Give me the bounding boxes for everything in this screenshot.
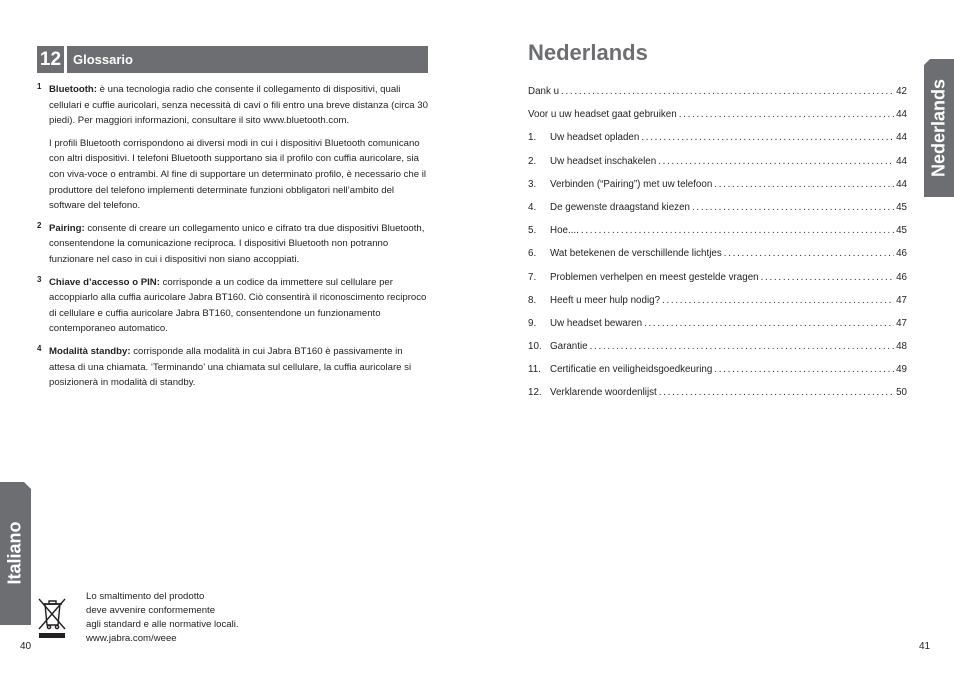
toc-leader-dots: [590, 341, 895, 352]
glossary-marker: 1: [37, 82, 42, 91]
toc-entry-number: 8.: [528, 294, 537, 306]
toc-title: Nederlands: [528, 40, 648, 65]
glossary-marker: 3: [37, 274, 42, 284]
toc-entry[interactable]: [528, 225, 907, 248]
toc-entry-label: Problemen verhelpen en meest gestelde vragen: [550, 271, 759, 283]
weee-link[interactable]: www.jabra.com/weee: [86, 633, 177, 644]
glossary-marker: 4: [37, 343, 42, 353]
glossary-definition: è una tecnologia radio che consente il collegamento di dispositivi, quali cellulari e cuffie auricolari, senza necessità di cavi o fili entro una breve distanza (circa 30 piedi). Per maggiori informazioni, consultare il sito www.bluetooth.com.: [49, 84, 428, 127]
toc-leader-dots: [724, 248, 894, 259]
glossary-item: [37, 221, 429, 268]
toc-entry-label: Uw headset opladen: [550, 132, 640, 144]
glossary-term: Bluetooth:: [49, 84, 97, 95]
section-title: Glossario: [67, 46, 428, 73]
section-number: 12: [37, 46, 64, 73]
toc-entry-page: 46: [896, 271, 907, 283]
toc-entry-number: 7.: [528, 271, 537, 283]
glossary-term: Chiave d’accesso o PIN:: [49, 276, 160, 288]
glossary-term: Modalità standby:: [49, 345, 131, 357]
toc-entry-page: 50: [896, 387, 907, 399]
glossary-item: [37, 275, 429, 337]
toc-leader-dots: [561, 86, 894, 97]
glossary-item: [37, 82, 429, 214]
toc-leader-dots: [761, 272, 895, 283]
toc-leader-dots: [714, 179, 894, 190]
toc-entry-label: Hoe....: [550, 225, 579, 237]
toc-entry[interactable]: [528, 86, 907, 109]
toc-entry-page: 44: [896, 109, 907, 121]
toc-entry-page: 45: [896, 225, 907, 237]
toc-entry[interactable]: [528, 341, 907, 364]
toc-leader-dots: [644, 318, 894, 329]
glossary-list: [37, 82, 429, 398]
toc-entry-label: Verklarende woordenlijst: [550, 387, 657, 399]
glossary-paragraph: [49, 275, 429, 337]
toc-entry-page: 47: [896, 294, 907, 306]
toc-entry-page: 45: [896, 201, 907, 213]
glossary-term: Pairing:: [49, 222, 85, 234]
toc-entry[interactable]: [528, 109, 907, 132]
toc-entry-number: 12.: [528, 387, 542, 399]
toc-entry[interactable]: [528, 179, 907, 202]
section-header: [37, 46, 428, 73]
toc-entry-label: Voor u uw headset gaat gebruiken: [528, 109, 677, 121]
toc-entry[interactable]: [528, 318, 907, 341]
glossary-definition: consente di creare un collegamento unico e cifrato tra due dispositivi Bluetooth, consentendone la comunicazione reciproca. I dispositivi Bluetooth non potranno funzionare nel caso in cui i dispositivi non siano accoppiati.: [49, 222, 425, 265]
toc-leader-dots: [679, 109, 894, 120]
glossary-definition: corrisponde alla modalità in cui Jabra BT160 è passivamente in attesa di una chiamata. ‘Terminando’ una chiamata sul cellulare, la cuffia auricolare si posizionerà in modalità di standby.: [49, 345, 412, 389]
language-tab-label: Italiano: [4, 521, 25, 585]
toc-entry[interactable]: [528, 248, 907, 271]
toc-entry-page: 46: [896, 248, 907, 260]
toc-entry-number: 4.: [528, 201, 537, 213]
page-number-left: 40: [20, 641, 32, 652]
toc-entry-label: Wat betekenen de verschillende lichtjes: [550, 248, 722, 260]
toc-entry[interactable]: [528, 202, 907, 225]
toc-entry-number: 10.: [528, 341, 542, 353]
page-number-right: 41: [919, 641, 931, 652]
toc-leader-dots: [692, 202, 894, 213]
toc-entry-page: 49: [896, 364, 907, 376]
toc-entry-number: 5.: [528, 225, 537, 237]
weee-line: deve avvenire conformemente: [86, 605, 216, 616]
toc-entry[interactable]: [528, 387, 907, 410]
toc-leader-dots: [659, 387, 894, 398]
toc-entry-page: 44: [896, 132, 907, 144]
language-tab-label: Nederlands: [928, 78, 949, 178]
toc-entry-label: De gewenste draagstand kiezen: [550, 201, 690, 213]
toc-entry-number: 2.: [528, 155, 537, 167]
toc-entry-number: 11.: [528, 364, 541, 376]
toc-entry-label: Garantie: [550, 341, 588, 353]
toc-entry-label: Certificatie en veiligheidsgoedkeuring: [550, 364, 713, 376]
toc-entry[interactable]: [528, 132, 907, 155]
toc-entry-label: Verbinden (“Pairing”) met uw telefoon: [550, 178, 713, 190]
toc-leader-dots: [662, 295, 894, 306]
weee-notice: [86, 590, 266, 646]
toc-entry-number: 6.: [528, 248, 537, 260]
toc-leader-dots: [714, 364, 894, 375]
toc-entry-label: Heeft u meer hulp nodig?: [550, 294, 661, 306]
toc-entry-page: 44: [896, 178, 907, 190]
glossary-definition: corrisponde a un codice da immettere sul cellulare per accoppiarlo alla cuffia auricolare Jabra BT160. Ciò consentirà il riconoscimento reciproco di cellulare e cuffia auricolare Jabra BT160, consentendone un funzionamento contemporaneo automatico.: [49, 276, 427, 335]
weee-line: agli standard e alle normative locali.: [86, 619, 239, 630]
toc-entry-label: Uw headset bewaren: [550, 317, 643, 329]
toc-entry-label: Dank u: [528, 86, 560, 97]
toc-entry-page: 44: [896, 155, 907, 167]
toc-leader-dots: [581, 225, 894, 236]
table-of-contents: [528, 86, 907, 411]
glossary-item: [37, 344, 429, 391]
glossary-marker: 2: [37, 220, 42, 230]
glossary-paragraph: [49, 344, 429, 391]
glossary-paragraph: [49, 136, 429, 214]
glossary-definition: I profili Bluetooth corrispondono ai diversi modi in cui i dispositivi Bluetooth comunicano con altri dispositivi. I telefoni Bluetooth supportano sia il profilo con cuffia auricolare, sia con viva-voce o entrambi. Al fine di supportare un determinato profilo, è necessario che il produttore del telefono implementi determinate funzioni obbligatori nell’ambito del software del telefono.: [49, 137, 427, 212]
toc-entry-page: 48: [896, 341, 907, 353]
toc-entry[interactable]: [528, 156, 907, 179]
toc-entry[interactable]: [528, 364, 907, 387]
glossary-paragraph: [49, 82, 429, 129]
toc-entry-page: 42: [896, 86, 907, 97]
weee-bin-icon: [37, 595, 67, 639]
toc-entry[interactable]: [528, 295, 907, 318]
toc-entry[interactable]: [528, 272, 907, 295]
toc-leader-dots: [658, 156, 894, 167]
toc-entry-number: 1.: [528, 132, 537, 144]
weee-line: Lo smaltimento del prodotto: [86, 591, 205, 602]
toc-leader-dots: [641, 132, 894, 143]
toc-entry-number: 9.: [528, 317, 537, 329]
toc-entry-number: 3.: [528, 178, 537, 190]
toc-entry-page: 47: [896, 317, 907, 329]
glossary-paragraph: [49, 221, 429, 268]
toc-entry-label: Uw headset inschakelen: [550, 155, 657, 167]
